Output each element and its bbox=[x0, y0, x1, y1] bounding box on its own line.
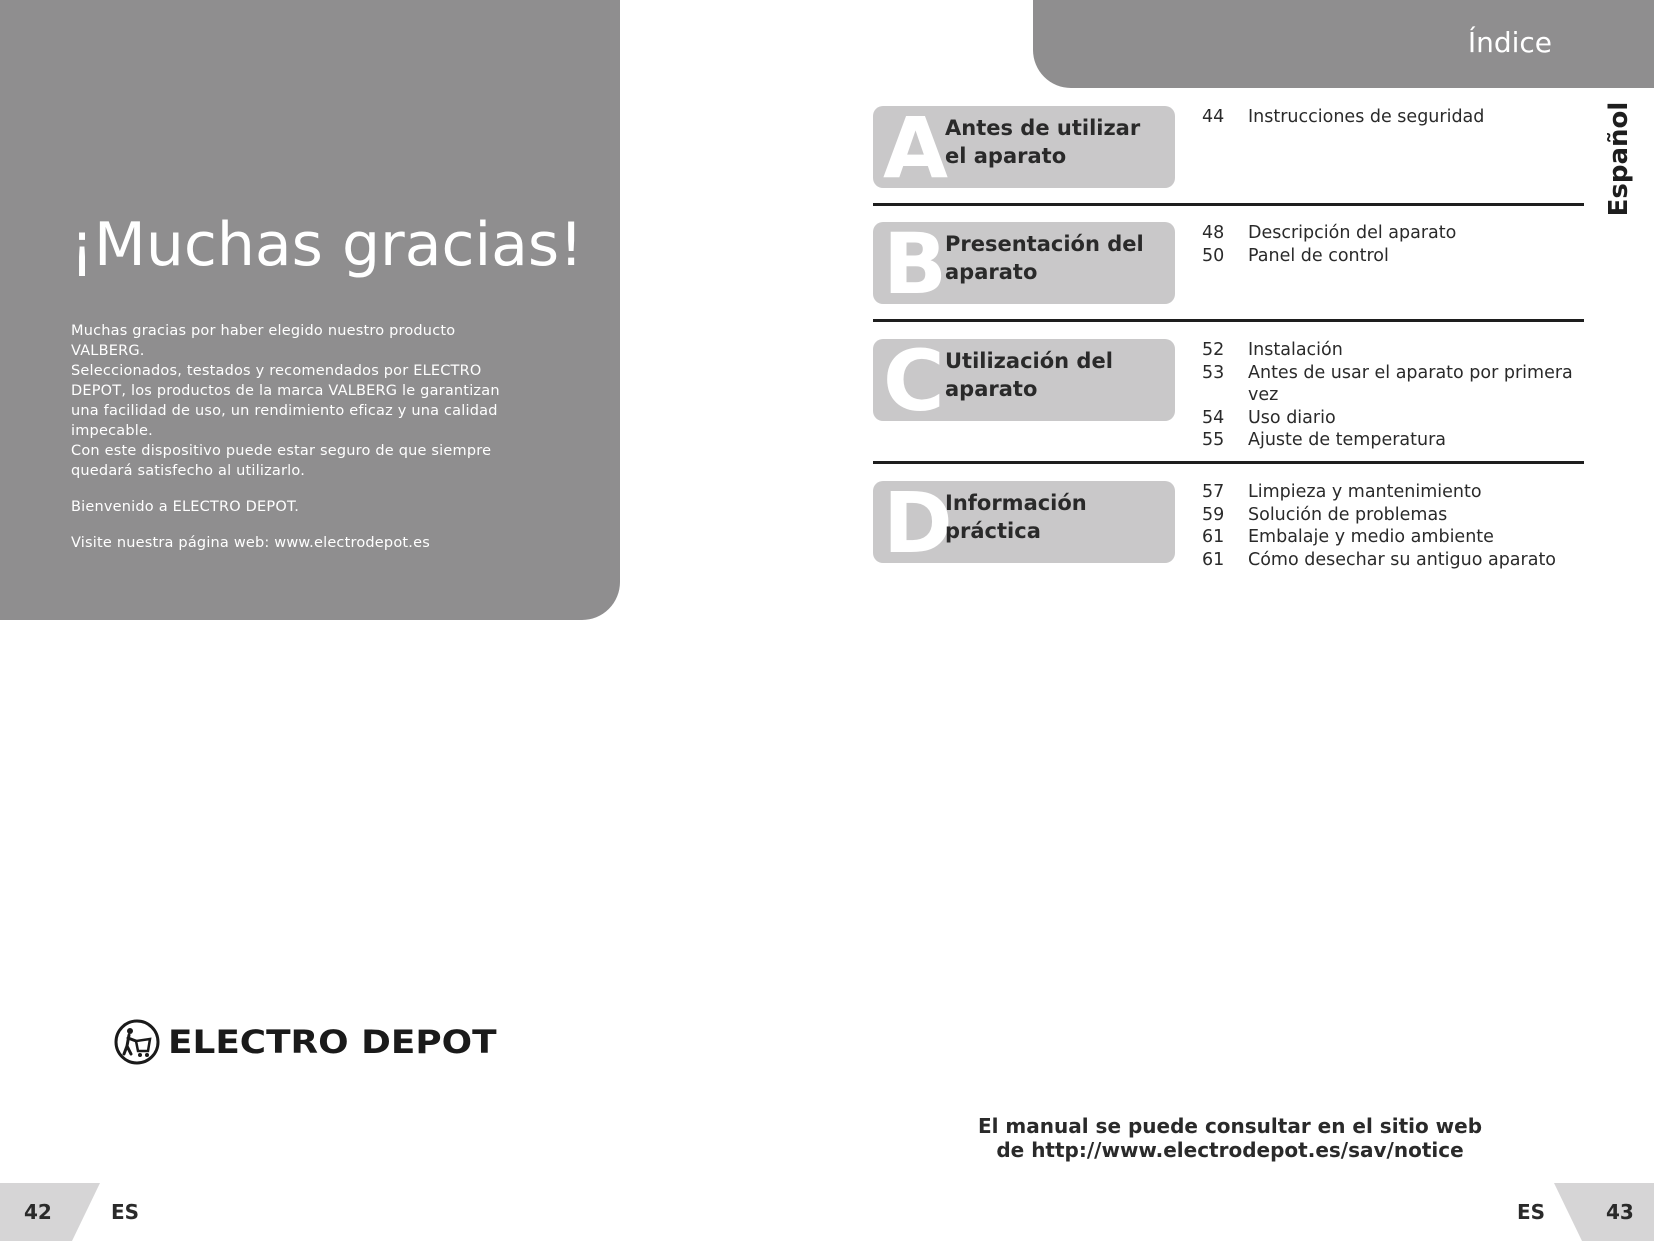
thanks-title: ¡Muchas gracias! bbox=[70, 210, 584, 280]
toc-page-number: 50 bbox=[1202, 245, 1225, 266]
section-title: Antes de utilizar el aparato bbox=[945, 116, 1141, 168]
intro-paragraph: Muchas gracias por haber elegido nuestro producto VALBERG. bbox=[71, 323, 456, 359]
toc-entry[interactable] bbox=[1202, 339, 1582, 362]
toc-entry-text: Cómo desechar su antiguo aparato bbox=[1248, 549, 1557, 570]
intro-paragraph: Con este dispositivo puede estar seguro de que siempre quedará satisfecho al utilizarlo. bbox=[71, 443, 492, 479]
toc-entry[interactable] bbox=[1202, 549, 1582, 572]
index-title: Índice bbox=[1467, 26, 1552, 59]
manual-note-link[interactable]: de http://www.electrodepot.es/sav/notice bbox=[996, 1138, 1464, 1162]
section-title: Información práctica bbox=[945, 491, 1087, 543]
toc-entry-text: Uso diario bbox=[1248, 407, 1336, 428]
intro-paragraph: Seleccionados, testados y recomendados por ELECTRO DEPOT, los productos de la marca VALBERG le garantizan una facilidad de uso, un rendimiento eficaz y una calidad impecable. bbox=[71, 363, 500, 439]
toc-entry-text: Panel de control bbox=[1248, 245, 1389, 266]
toc-page-number: 61 bbox=[1202, 527, 1225, 547]
manual-note-line: El manual se puede consultar en el sitio web bbox=[977, 1114, 1483, 1138]
toc-entry[interactable] bbox=[1202, 362, 1582, 407]
toc-page-number: 44 bbox=[1202, 107, 1225, 127]
section-entries bbox=[1202, 222, 1582, 267]
index-header-tab bbox=[1033, 0, 1654, 88]
section-entries bbox=[1202, 106, 1582, 129]
section-letter: D bbox=[883, 481, 953, 563]
section-entries bbox=[1202, 339, 1582, 452]
toc-section-a bbox=[873, 106, 1584, 206]
welcome-text: Bienvenido a ELECTRO DEPOT. bbox=[71, 499, 300, 515]
page-number-left: 42 bbox=[24, 1200, 52, 1224]
language-label: Español bbox=[1604, 101, 1634, 217]
toc-page-number: 57 bbox=[1202, 482, 1225, 502]
toc-entry[interactable] bbox=[1202, 504, 1582, 527]
toc-entry[interactable] bbox=[1202, 526, 1582, 549]
section-header-box bbox=[873, 106, 1175, 188]
cart-person-icon bbox=[114, 1019, 160, 1065]
toc-entry-text: Instrucciones de seguridad bbox=[1248, 107, 1485, 127]
website-text: Visite nuestra página web: www.electrodepot.es bbox=[71, 535, 430, 551]
toc-entry-text: Limpieza y mantenimiento bbox=[1248, 482, 1482, 502]
language-side-tab bbox=[1602, 101, 1636, 217]
language-code-left: ES bbox=[111, 1200, 140, 1224]
toc-page-number: 54 bbox=[1202, 407, 1225, 428]
section-entries bbox=[1202, 481, 1582, 571]
intro-text bbox=[71, 321, 501, 553]
toc-entry-text: Ajuste de temperatura bbox=[1248, 430, 1447, 450]
language-code-right: ES bbox=[1517, 1200, 1546, 1224]
section-letter: B bbox=[883, 222, 948, 304]
toc-entry[interactable] bbox=[1202, 245, 1582, 268]
section-letter: A bbox=[883, 106, 949, 188]
toc-entry[interactable] bbox=[1202, 222, 1582, 245]
section-header-box bbox=[873, 222, 1175, 304]
logo-wordmark: ELECTRO DEPOT bbox=[168, 1023, 497, 1061]
section-header-box bbox=[873, 339, 1175, 421]
toc-section-d bbox=[873, 481, 1584, 581]
manual-online-note bbox=[940, 1114, 1520, 1162]
thanks-panel bbox=[0, 0, 620, 620]
toc-entry-text: Antes de usar el aparato por primera vez bbox=[1248, 362, 1573, 405]
toc-page-number: 61 bbox=[1202, 549, 1225, 570]
page-number-tab-right bbox=[1554, 1183, 1654, 1241]
toc-section-c bbox=[873, 339, 1584, 464]
electro-depot-logo bbox=[114, 1018, 497, 1066]
toc-page-number: 52 bbox=[1202, 340, 1225, 360]
toc-entry[interactable] bbox=[1202, 481, 1582, 504]
toc-page-number: 48 bbox=[1202, 223, 1225, 243]
toc-page-number: 59 bbox=[1202, 504, 1225, 525]
toc-section-b bbox=[873, 222, 1584, 322]
toc-entry-text: Solución de problemas bbox=[1248, 504, 1448, 525]
toc-entry[interactable] bbox=[1202, 407, 1582, 430]
toc-entry[interactable] bbox=[1202, 429, 1582, 452]
toc-page-number: 53 bbox=[1202, 362, 1225, 383]
toc-page-number: 55 bbox=[1202, 430, 1225, 450]
section-title: Utilización del aparato bbox=[945, 349, 1113, 401]
toc-entry-text: Descripción del aparato bbox=[1248, 223, 1457, 243]
toc-entry[interactable] bbox=[1202, 106, 1582, 129]
section-title: Presentación del aparato bbox=[945, 232, 1144, 284]
section-letter: C bbox=[883, 339, 945, 421]
page-number-right: 43 bbox=[1606, 1200, 1634, 1224]
toc-entry-text: Instalación bbox=[1248, 340, 1343, 360]
toc-entry-text: Embalaje y medio ambiente bbox=[1248, 527, 1494, 547]
section-header-box bbox=[873, 481, 1175, 563]
